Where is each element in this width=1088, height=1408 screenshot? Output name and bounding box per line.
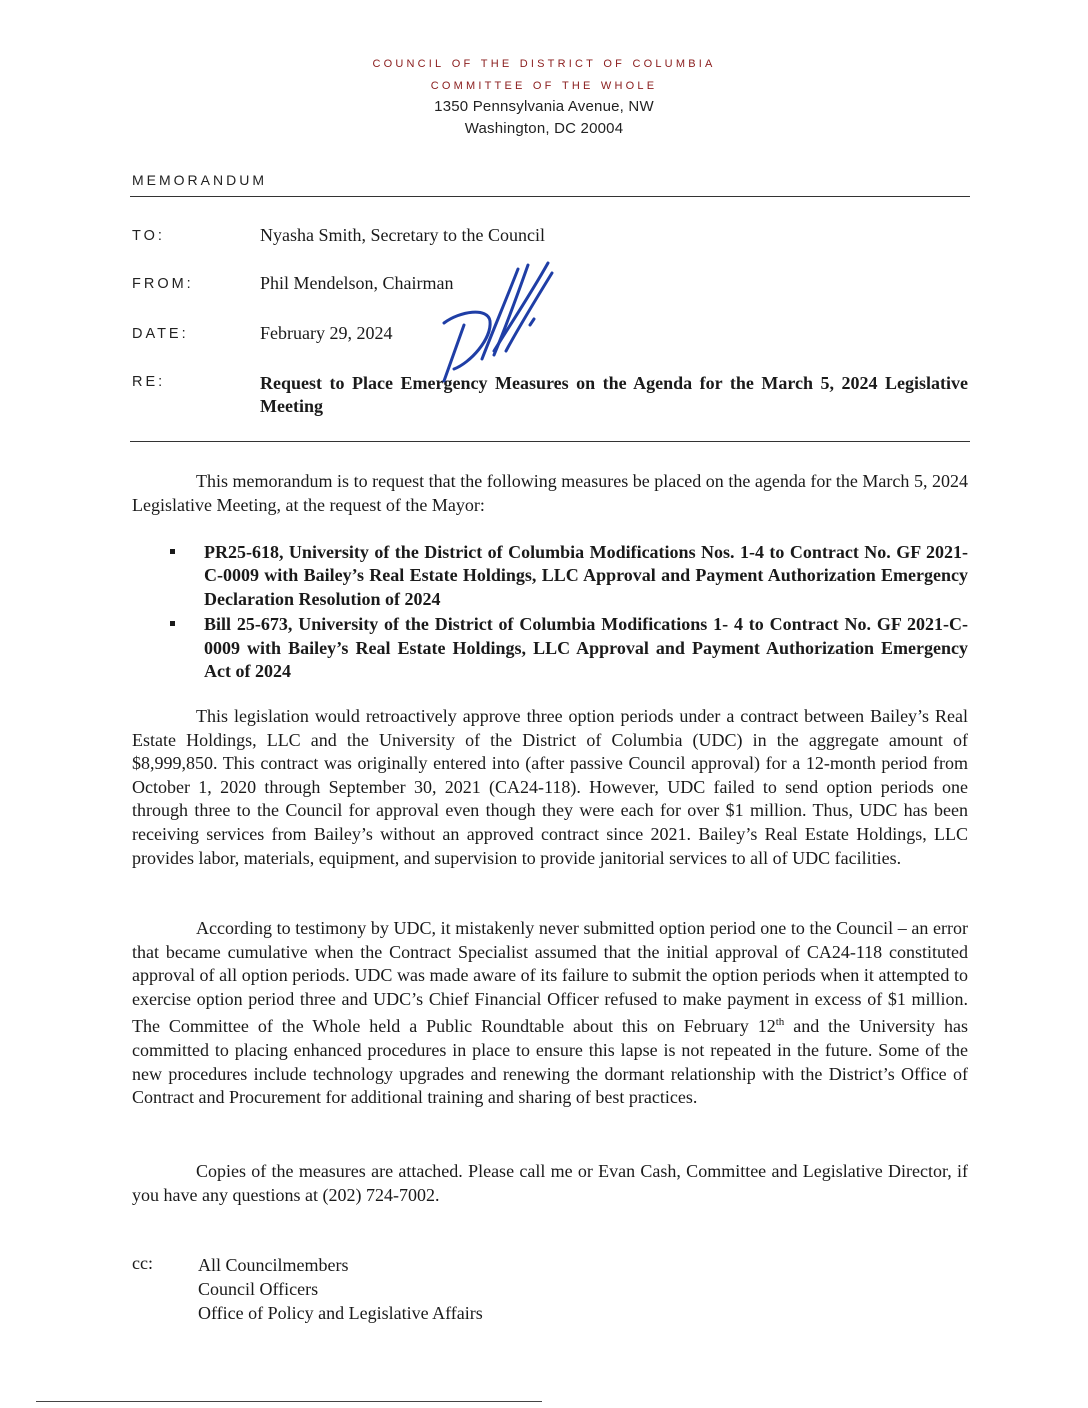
- top-divider: [130, 196, 970, 197]
- measures-list: [170, 541, 968, 683]
- bullet-icon: [170, 621, 175, 626]
- testimony-text-b: and the University has committed to placing enhanced procedures in place to ensure this lapse is not repeated in the future. Some of the new procedures include technology upgrades and renewing the dormant relationship with the District’s Office of Contract and Procurement for additional training and sharing of best practices.: [132, 1016, 968, 1108]
- memorandum-label: MEMORANDUM: [132, 172, 267, 188]
- testimony-text: [132, 917, 968, 1110]
- ordinal-suffix: th: [775, 1016, 785, 1029]
- cc-list: [198, 1253, 483, 1325]
- testimony-text-a: According to testimony by UDC, it mistakenly never submitted option period one to the Council – an error that became cumulative when the Contract Specialist assumed that the initial approval of CA24-118 constituted approval of all option periods. UDC was made aware of its failure to submit the option periods when it attempted to exercise option period three and UDC’s Chief Financial Officer refused to make payment in excess of $1 million. The Committee of the Whole held a Public Roundtable about this on February 12: [132, 918, 968, 1037]
- date-value: February 29, 2024: [260, 323, 393, 343]
- from-label: FROM:: [132, 276, 194, 292]
- legislation-paragraph: [132, 705, 968, 870]
- address-line-1: 1350 Pennsylvania Avenue, NW: [434, 98, 654, 115]
- to-value: Nyasha Smith, Secretary to the Council: [260, 225, 545, 245]
- letterhead: [0, 52, 1088, 140]
- intro-paragraph: [132, 470, 968, 517]
- re-subject: Request to Place Emergency Measures on the Agenda for the March 5, 2024 Legislative Meeting: [260, 373, 968, 416]
- measure-pr25-618: PR25-618, University of the District of Columbia Modifications Nos. 1-4 to Contract No. GF 2021-C-0009 with Bailey’s Real Estate Holdings, LLC Approval and Payment Authorization Emergency Declaration Resolution of 2024: [204, 542, 968, 609]
- testimony-paragraph: [132, 917, 968, 1110]
- bullet-icon: [170, 549, 175, 554]
- intro-text: This memorandum is to request that the following measures be placed on the agenda for the March 5, 2024 Legislative Meeting, at the request of the Mayor:: [132, 471, 968, 515]
- date-label: DATE:: [132, 326, 189, 342]
- legislation-text: This legislation would retroactively approve three option periods under a contract between Bailey’s Real Estate Holdings, LLC and the University of the District of Columbia (UDC) in the aggregate amount of $8,999,850. This contract was originally entered into (after passive Council approval) for a 12-month period from October 1, 2020 through September 30, 2021 (CA24-118). However, UDC failed to send option periods one through three to the Council for approval even though they were each for over $1 million. Thus, UDC has been receiving services from Bailey’s without an approved contract since 2021. Bailey’s Real Estate Holdings, LLC provides labor, materials, equipment, and supervision to provide janitorial services to all of UDC facilities.: [132, 706, 968, 868]
- fields-divider: [130, 441, 970, 442]
- committee-name: committee of the whole: [430, 76, 658, 93]
- from-value: Phil Mendelson, Chairman: [260, 273, 454, 293]
- cc-recipient: All Councilmembers: [198, 1255, 349, 1275]
- re-label: RE:: [132, 374, 166, 390]
- closing-paragraph: [132, 1160, 968, 1207]
- list-item: [170, 541, 968, 611]
- list-item: [170, 613, 968, 683]
- measure-bill-25-673: Bill 25-673, University of the District of Columbia Modifications 1- 4 to Contract No. GF 2021-C-0009 with Bailey’s Real Estate Holdings, LLC Approval and Payment Authorization Emergency Act of 2024: [204, 614, 968, 682]
- address-line-2: Washington, DC 20004: [464, 120, 624, 137]
- cc-recipient: Council Officers: [198, 1279, 319, 1299]
- footer-divider: [36, 1401, 542, 1402]
- to-label: TO:: [132, 228, 165, 244]
- closing-text: Copies of the measures are attached. Please call me or Evan Cash, Committee and Legislative Director, if you have any questions at (202) 724-7002.: [132, 1161, 968, 1205]
- chairman-signature: [430, 255, 560, 385]
- cc-label: cc:: [132, 1253, 153, 1273]
- cc-recipient: Office of Policy and Legislative Affairs: [198, 1303, 483, 1323]
- council-name: council of the district of columbia: [372, 54, 716, 71]
